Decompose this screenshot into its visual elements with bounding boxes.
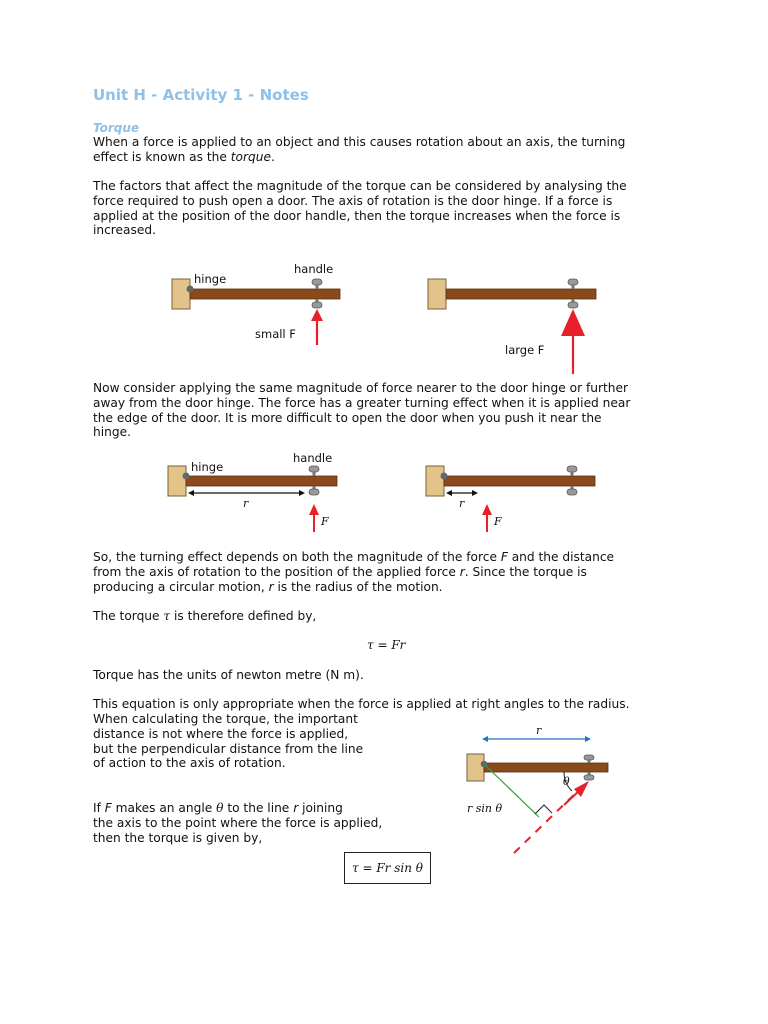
large-force-label: large F xyxy=(505,343,545,357)
door-diagram-small-force xyxy=(172,262,340,345)
right-angle-marker xyxy=(535,805,552,814)
torque-heading: Torque xyxy=(93,121,140,135)
r-label: r xyxy=(243,497,249,510)
paragraph-angle-case: If F makes an angle θ to the line r joining the axis to the point where the force is applied, then the torque is given by, xyxy=(93,801,383,845)
r-arrowhead-right xyxy=(585,736,591,742)
force-arrowhead xyxy=(482,504,492,515)
r-arrowhead-left xyxy=(446,490,452,496)
r-label: r xyxy=(459,497,465,510)
hinge-block xyxy=(467,754,484,781)
hinge-label: hinge xyxy=(191,460,224,474)
door-diagram-far-force xyxy=(168,451,337,532)
hinge-block xyxy=(168,466,186,496)
hinge-block xyxy=(426,466,444,496)
door-diagram-large-force xyxy=(428,279,596,374)
figure-force-magnitude xyxy=(160,258,620,376)
paragraph-right-angles: This equation is only appropriate when the force is applied at right angles to the radius. xyxy=(93,697,630,711)
theta-label: θ xyxy=(563,775,570,788)
paragraph-distance-effect: Now consider applying the same magnitude of force nearer to the door hinge or further away from the door hinge. The force has a greater turning effect when it is applied near the edge of the door. It is more difficult to open the door when you push it near the hinge. xyxy=(93,381,631,440)
rsin-label: r sin θ xyxy=(467,802,503,815)
small-force-arrowhead xyxy=(311,309,323,321)
r-arrowhead-right xyxy=(299,490,305,496)
door-bar xyxy=(190,289,340,299)
equation-torque: τ = Fr xyxy=(367,638,406,652)
r-arrowhead-left xyxy=(482,736,488,742)
small-force-label: small F xyxy=(255,327,296,341)
door-diagram-near-force xyxy=(426,466,595,532)
paragraph-units: Torque has the units of newton metre (N m). xyxy=(93,668,364,682)
figure-force-distance xyxy=(160,450,620,536)
handle-label: handle xyxy=(293,451,333,465)
hinge-pin-icon xyxy=(441,473,448,480)
force-label: F xyxy=(321,515,329,528)
hinge-pin-icon xyxy=(183,473,190,480)
door-bar xyxy=(484,763,608,772)
page-title: Unit H - Activity 1 - Notes xyxy=(93,86,309,104)
equation-torque-angle-box: τ = Fr sin θ xyxy=(344,852,431,884)
force-label: F xyxy=(494,515,502,528)
force-arrowhead xyxy=(309,504,319,515)
door-bar xyxy=(444,476,595,486)
hinge-block xyxy=(428,279,446,309)
r-label: r xyxy=(536,724,542,737)
r-arrowhead-left xyxy=(188,490,194,496)
paragraph-torque-defined: The torque τ is therefore defined by, xyxy=(93,609,317,623)
door-bar xyxy=(446,289,596,299)
door-bar xyxy=(186,476,337,486)
hinge-block xyxy=(172,279,190,309)
paragraph-torque-definition: When a force is applied to an object and this causes rotation about an axis, the turning effect is known as the torque. xyxy=(93,135,626,164)
paragraph-turning-effect: So, the turning effect depends on both the magnitude of the force F and the distance from the axis of rotation to the position of the applied force r. Since the torque is producing a circular motion, r is the radius of the motion. xyxy=(93,550,615,594)
figure-force-angle xyxy=(460,720,620,856)
hinge-label: hinge xyxy=(194,272,227,286)
handle-label: handle xyxy=(294,262,334,276)
large-force-arrowhead xyxy=(561,309,585,336)
r-arrowhead-right xyxy=(472,490,478,496)
paragraph-perpendicular-distance: When calculating the torque, the important distance is not where the force is applied, but the perpendicular distance from the line of action to the axis of rotation. xyxy=(93,712,364,771)
paragraph-door-factors: The factors that affect the magnitude of the torque can be considered by analysing the force required to push open a door. The axis of rotation is the door hinge. If a force is applied at the position of the door handle, then the torque increases when the force is increased. xyxy=(93,179,627,238)
hinge-pin-icon xyxy=(187,286,194,293)
